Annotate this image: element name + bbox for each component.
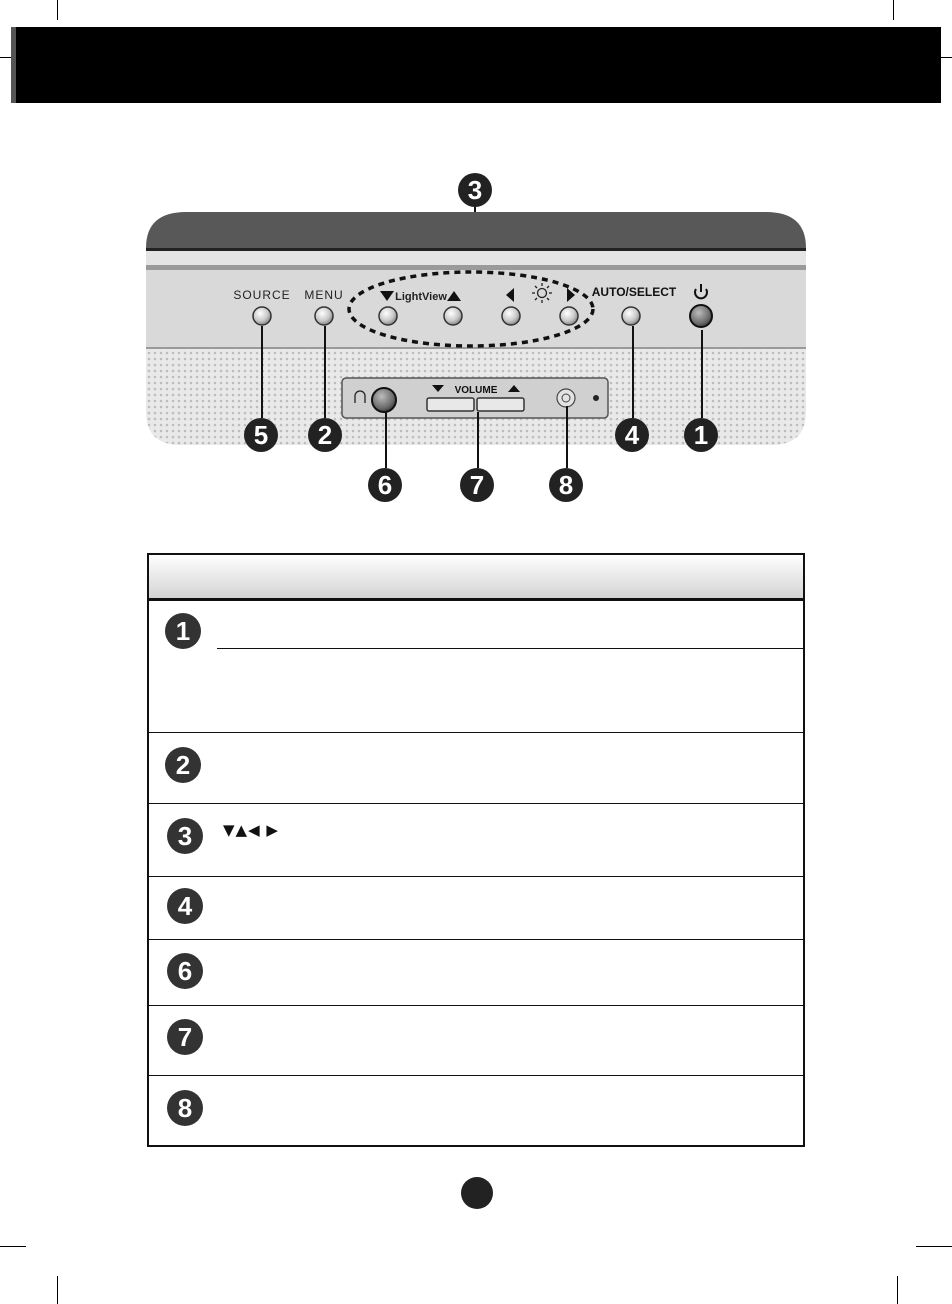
monitor-front-panel: [146, 212, 806, 447]
callout-8: 8: [549, 468, 583, 502]
row-6-badge: 6: [167, 953, 203, 989]
row-divider: [149, 732, 803, 733]
power-button[interactable]: [690, 305, 712, 327]
crop-mark: [57, 0, 58, 20]
audio-input-jack[interactable]: [557, 389, 575, 407]
header-bar-edge: [11, 27, 16, 103]
row-2-badge: 2: [165, 747, 201, 783]
callout-1: 1: [684, 418, 718, 452]
auto-select-button[interactable]: [622, 307, 640, 325]
lightview-label: LightView: [395, 291, 447, 303]
menu-label: MENU: [304, 288, 344, 302]
page-number-badge: [461, 1177, 493, 1209]
callout-7-leader: [477, 412, 479, 468]
row-divider: [149, 803, 803, 804]
row-divider: [149, 1005, 803, 1006]
callout-8-leader: [566, 406, 568, 468]
volume-label: VOLUME: [454, 385, 498, 396]
callout-2-leader: [324, 326, 326, 418]
callout-1-leader: [701, 330, 703, 418]
headphone-jack[interactable]: [372, 388, 396, 412]
row-divider: [149, 876, 803, 877]
lightview-up-button[interactable]: [444, 307, 462, 325]
arrow-keys-symbol: ▼▲◀ ▶: [223, 821, 279, 839]
callout-6: 6: [368, 468, 402, 502]
row-4-badge: 4: [167, 888, 203, 924]
row-3-badge: 3: [167, 818, 203, 854]
row-divider: [149, 1075, 803, 1076]
lightview-down-button[interactable]: [379, 307, 397, 325]
indicator-dot: [593, 395, 599, 401]
source-label: SOURCE: [233, 288, 291, 302]
callout-6-leader: [385, 412, 387, 468]
controls-table: [147, 553, 805, 1147]
volume-down-button[interactable]: [427, 398, 474, 411]
row-1-divider: [217, 648, 805, 649]
section-header-bar: [11, 27, 941, 103]
callout-4-leader: [632, 326, 634, 418]
callout-3: 3: [458, 173, 492, 207]
crop-mark: [0, 1246, 26, 1247]
row-1-badge: 1: [165, 613, 201, 649]
brightness-right-button[interactable]: [560, 307, 578, 325]
callout-5: 5: [244, 418, 278, 452]
crop-mark: [57, 1276, 58, 1304]
row-7-badge: 7: [167, 1019, 203, 1055]
callout-2: 2: [308, 418, 342, 452]
volume-up-button[interactable]: [477, 398, 524, 411]
crop-mark: [916, 1246, 952, 1247]
crop-mark: [897, 1276, 898, 1304]
table-header: [149, 555, 803, 601]
auto-select-label: AUTO/SELECT: [591, 285, 677, 299]
callout-4: 4: [615, 418, 649, 452]
callout-7: 7: [460, 468, 494, 502]
menu-button[interactable]: [315, 307, 333, 325]
crop-mark: [893, 0, 894, 20]
source-button[interactable]: [253, 307, 271, 325]
row-divider: [149, 939, 803, 940]
brightness-left-button[interactable]: [502, 307, 520, 325]
callout-5-leader: [261, 326, 263, 418]
row-8-badge: 8: [167, 1090, 203, 1126]
